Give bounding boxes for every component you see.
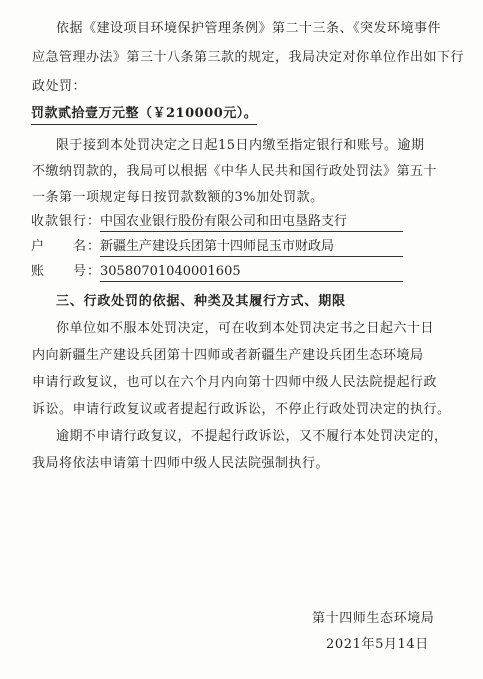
- para3-line-4: 诉讼。申请行政复议或者提起行政诉讼，不停止行政处罚决定的执行。: [32, 402, 451, 417]
- account-name-value: 新疆生产建设兵团第十四师昆玉市财政局: [100, 238, 403, 257]
- bank-label: 收款银行：: [31, 214, 102, 229]
- para2-line-1: 限于接到本处罚决定之日起15日内缴至指定银行和账号。逾期: [56, 138, 425, 153]
- account-name-label: 户 名：: [31, 239, 102, 254]
- account-number-value: 30580701040001605: [100, 263, 403, 282]
- issue-date: 2021年5月14日: [326, 637, 429, 652]
- para2-line-2: 不缴纳罚款的，我局可以根据《中华人民共和国行政处罚法》第五十: [32, 164, 438, 179]
- fine-amount: 罚款贰拾壹万元整（￥210000元）。: [31, 105, 257, 125]
- para3-line-1: 你单位如不服本处罚决定，可在收到本处罚决定书之日起六十日: [56, 321, 435, 336]
- issuing-organization: 第十四师生态环境局: [312, 611, 435, 626]
- section-heading: 三、行政处罚的依据、种类及其履行方式、期限: [56, 294, 346, 309]
- account-number-label: 账 号：: [31, 264, 102, 279]
- para1-line-3: 政处罚：: [32, 79, 87, 94]
- bank-value: 中国农业银行股份有限公司和田屯垦路支行: [100, 213, 403, 232]
- para3-line-2: 内向新疆生产建设兵团第十四师或者新疆生产建设兵团生态环境局: [32, 348, 424, 363]
- para3-line-3: 申请行政复议，也可以在六个月内向第十四师中级人民法院提起行政: [32, 375, 438, 390]
- para4-line-1: 逾期不申请行政复议，不提起行政诉讼，又不履行本处罚决定的，: [56, 429, 448, 444]
- para2-line-3: 一条第一项规定每日按罚款数额的3%加处罚款。: [32, 190, 324, 205]
- para1-line-1: 依据《建设项目环境保护管理条例》第二十三条、《突发环境事件: [56, 21, 442, 36]
- para4-line-2: 我局将依法申请第十四师中级人民法院强制执行。: [32, 456, 330, 471]
- para1-line-2: 应急管理办法》第三十八条第三款的规定，我局决定对你单位作出如下行: [32, 50, 465, 65]
